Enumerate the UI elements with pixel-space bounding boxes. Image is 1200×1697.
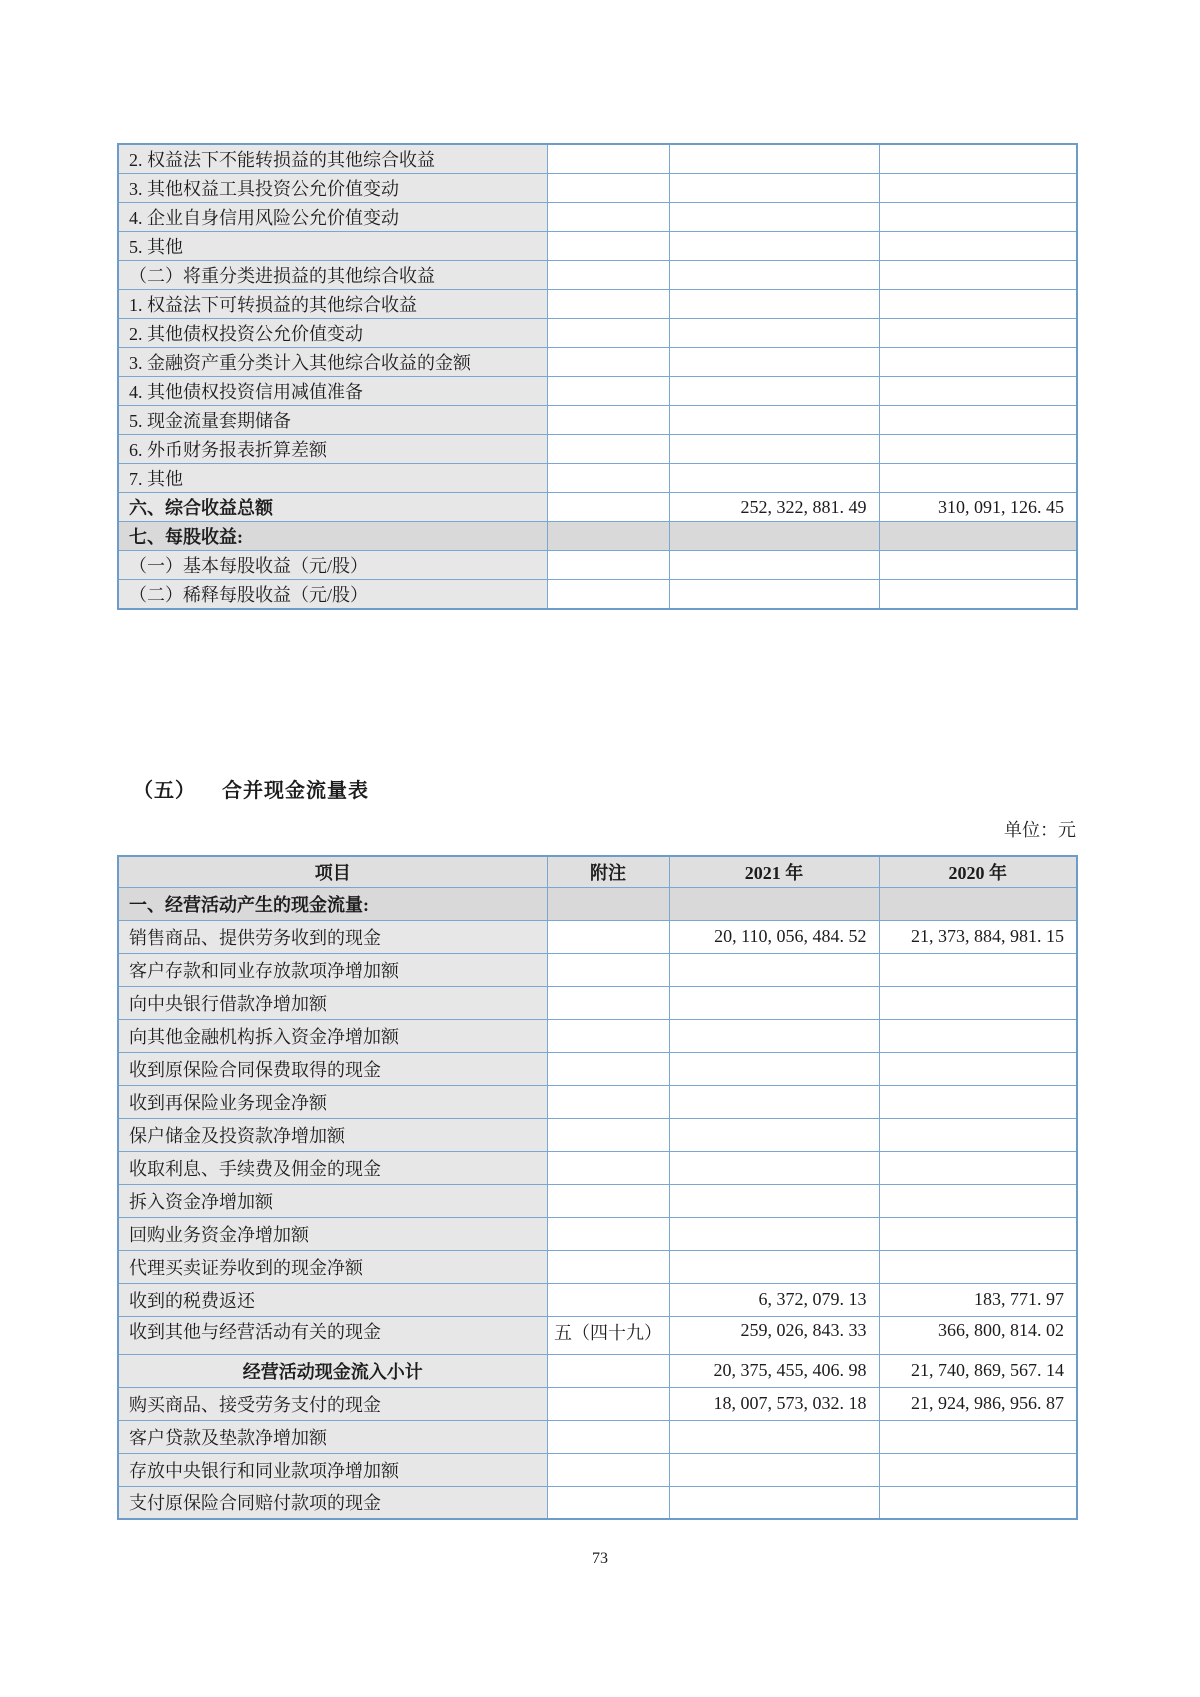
note-cell — [547, 551, 669, 580]
note-cell — [547, 144, 669, 174]
value-2021-cell — [669, 887, 879, 920]
table-row — [118, 406, 1077, 435]
value-2020-cell — [879, 1151, 1077, 1184]
item-cell: （一）基本每股收益（元/股） — [118, 551, 547, 580]
value-2020-cell — [879, 1217, 1077, 1250]
value-2021-cell — [669, 261, 879, 290]
note-cell — [547, 522, 669, 551]
page-number: 73 — [592, 1550, 608, 1567]
value-2020-cell — [879, 1420, 1077, 1453]
item-cell: 拆入资金净增加额 — [118, 1184, 547, 1217]
value-2021-cell — [669, 986, 879, 1019]
table-row — [118, 232, 1077, 261]
note-cell — [547, 348, 669, 377]
item-cell: 购买商品、接受劳务支付的现金 — [118, 1387, 547, 1420]
note-cell — [547, 1486, 669, 1519]
value-2020-cell — [879, 887, 1077, 920]
table-row — [118, 319, 1077, 348]
item-cell: 4. 企业自身信用风险公允价值变动 — [118, 203, 547, 232]
item-cell: 向其他金融机构拆入资金净增加额 — [118, 1019, 547, 1052]
table-row — [118, 986, 1077, 1019]
value-2021-cell: 6, 372, 079. 13 — [669, 1283, 879, 1316]
note-cell — [547, 493, 669, 522]
value-2021-cell — [669, 290, 879, 319]
table-row — [118, 290, 1077, 319]
value-2020-cell — [879, 1052, 1077, 1085]
item-cell: 6. 外币财务报表折算差额 — [118, 435, 547, 464]
value-2020-cell — [879, 174, 1077, 203]
value-2020-cell — [879, 1184, 1077, 1217]
note-cell — [547, 1217, 669, 1250]
value-2020-cell — [879, 232, 1077, 261]
value-2021-cell — [669, 435, 879, 464]
value-2021-cell — [669, 377, 879, 406]
note-cell — [547, 1250, 669, 1283]
item-cell: 收取利息、手续费及佣金的现金 — [118, 1151, 547, 1184]
value-2021-cell — [669, 232, 879, 261]
table-row — [118, 1387, 1077, 1420]
table-row — [118, 1019, 1077, 1052]
item-cell: 3. 金融资产重分类计入其他综合收益的金额 — [118, 348, 547, 377]
note-cell — [547, 920, 669, 953]
note-cell — [547, 1420, 669, 1453]
value-2021-cell: 259, 026, 843. 33 — [669, 1316, 879, 1354]
table-row — [118, 1486, 1077, 1519]
item-cell: 回购业务资金净增加额 — [118, 1217, 547, 1250]
table-row-other-operating-cash — [118, 1316, 1077, 1354]
note-cell — [547, 580, 669, 610]
table-row — [118, 464, 1077, 493]
item-cell: 2. 权益法下不能转损益的其他综合收益 — [118, 144, 547, 174]
value-2020-cell — [879, 290, 1077, 319]
value-2021-cell: 20, 375, 455, 406. 98 — [669, 1354, 879, 1387]
item-cell: 客户贷款及垫款净增加额 — [118, 1420, 547, 1453]
value-2020-cell: 21, 373, 884, 981. 15 — [879, 920, 1077, 953]
table-row — [118, 551, 1077, 580]
table-row — [118, 1283, 1077, 1316]
value-2021-cell: 252, 322, 881. 49 — [669, 493, 879, 522]
value-2020-cell — [879, 1250, 1077, 1283]
value-2020-cell — [879, 551, 1077, 580]
value-2021-cell: 20, 110, 056, 484. 52 — [669, 920, 879, 953]
item-cell: 支付原保险合同赔付款项的现金 — [118, 1486, 547, 1519]
note-cell — [547, 406, 669, 435]
table-row — [118, 1085, 1077, 1118]
note-cell — [547, 953, 669, 986]
item-cell: 4. 其他债权投资信用减值准备 — [118, 377, 547, 406]
table-row — [118, 1250, 1077, 1283]
value-2020-cell — [879, 953, 1077, 986]
item-cell: 七、每股收益: — [118, 522, 547, 551]
value-2020-cell — [879, 464, 1077, 493]
value-2020-cell — [879, 203, 1077, 232]
table-row — [118, 1118, 1077, 1151]
value-2020-cell — [879, 580, 1077, 610]
note-cell — [547, 1453, 669, 1486]
table-row — [118, 144, 1077, 174]
item-cell: 1. 权益法下可转损益的其他综合收益 — [118, 290, 547, 319]
value-2021-cell — [669, 174, 879, 203]
item-cell: 收到其他与经营活动有关的现金 — [118, 1316, 547, 1354]
value-2021-cell — [669, 464, 879, 493]
table-row-eps-section — [118, 522, 1077, 551]
value-2021-cell — [669, 348, 879, 377]
table-row — [118, 203, 1077, 232]
item-cell: 2. 其他债权投资公允价值变动 — [118, 319, 547, 348]
value-2021-cell — [669, 1486, 879, 1519]
note-cell — [547, 377, 669, 406]
item-cell: 收到的税费返还 — [118, 1283, 547, 1316]
value-2021-cell: 18, 007, 573, 032. 18 — [669, 1387, 879, 1420]
table-row — [118, 1052, 1077, 1085]
note-cell — [547, 1118, 669, 1151]
value-2021-cell — [669, 1250, 879, 1283]
value-2021-cell — [669, 580, 879, 610]
table-row — [118, 348, 1077, 377]
value-2020-cell: 366, 800, 814. 02 — [879, 1316, 1077, 1354]
section-title — [133, 774, 369, 803]
table-row — [118, 435, 1077, 464]
item-cell: 5. 其他 — [118, 232, 547, 261]
value-2020-cell — [879, 319, 1077, 348]
note-cell — [547, 1184, 669, 1217]
value-2021-cell — [669, 551, 879, 580]
value-2020-cell — [879, 1085, 1077, 1118]
item-cell: 代理买卖证券收到的现金净额 — [118, 1250, 547, 1283]
value-2021-cell — [669, 953, 879, 986]
table-row — [118, 1420, 1077, 1453]
note-cell — [547, 261, 669, 290]
note-cell — [547, 1085, 669, 1118]
value-2021-cell — [669, 1453, 879, 1486]
value-2021-cell — [669, 144, 879, 174]
table-row — [118, 261, 1077, 290]
item-cell: 六、综合收益总额 — [118, 493, 547, 522]
note-cell — [547, 1387, 669, 1420]
value-2021-cell — [669, 522, 879, 551]
table-header-row — [118, 856, 1077, 887]
table-row — [118, 1151, 1077, 1184]
value-2021-cell — [669, 1019, 879, 1052]
item-cell: 7. 其他 — [118, 464, 547, 493]
cashflow-table — [117, 855, 1078, 1520]
value-2020-cell — [879, 377, 1077, 406]
value-2020-cell — [879, 1118, 1077, 1151]
note-cell — [547, 203, 669, 232]
value-2020-cell — [879, 1019, 1077, 1052]
value-2020-cell: 21, 740, 869, 567. 14 — [879, 1354, 1077, 1387]
note-cell — [547, 174, 669, 203]
header-item: 项目 — [118, 856, 547, 887]
value-2020-cell — [879, 1486, 1077, 1519]
note-cell — [547, 1019, 669, 1052]
note-cell — [547, 290, 669, 319]
note-cell — [547, 319, 669, 348]
header-2020: 2020 年 — [879, 856, 1077, 887]
table-row — [118, 580, 1077, 610]
value-2021-cell — [669, 406, 879, 435]
header-note: 附注 — [547, 856, 669, 887]
table-row — [118, 174, 1077, 203]
value-2020-cell — [879, 261, 1077, 290]
note-cell — [547, 435, 669, 464]
note-cell — [547, 1151, 669, 1184]
value-2021-cell — [669, 1118, 879, 1151]
item-cell: 客户存款和同业存放款项净增加额 — [118, 953, 547, 986]
item-cell: 收到原保险合同保费取得的现金 — [118, 1052, 547, 1085]
table-row — [118, 377, 1077, 406]
item-cell: 销售商品、提供劳务收到的现金 — [118, 920, 547, 953]
value-2020-cell — [879, 435, 1077, 464]
note-cell — [547, 1354, 669, 1387]
value-2020-cell — [879, 144, 1077, 174]
table-row — [118, 1184, 1077, 1217]
value-2020-cell: 310, 091, 126. 45 — [879, 493, 1077, 522]
section-title-text: 合并现金流量表 — [222, 780, 369, 802]
header-2021: 2021 年 — [669, 856, 879, 887]
note-cell: 五（四十九） — [547, 1316, 669, 1354]
value-2021-cell — [669, 203, 879, 232]
value-2021-cell — [669, 1420, 879, 1453]
value-2020-cell — [879, 406, 1077, 435]
value-2020-cell — [879, 1453, 1077, 1486]
table-row — [118, 1217, 1077, 1250]
item-cell: 3. 其他权益工具投资公允价值变动 — [118, 174, 547, 203]
table-row — [118, 953, 1077, 986]
value-2020-cell: 183, 771. 97 — [879, 1283, 1077, 1316]
item-cell: 5. 现金流量套期储备 — [118, 406, 547, 435]
value-2021-cell — [669, 1184, 879, 1217]
table-row-operating-inflow-subtotal — [118, 1354, 1077, 1387]
value-2020-cell — [879, 522, 1077, 551]
table-row — [118, 920, 1077, 953]
value-2021-cell — [669, 1217, 879, 1250]
item-cell: 向中央银行借款净增加额 — [118, 986, 547, 1019]
value-2020-cell — [879, 348, 1077, 377]
item-cell: 存放中央银行和同业款项净增加额 — [118, 1453, 547, 1486]
item-cell: 一、经营活动产生的现金流量: — [118, 887, 547, 920]
note-cell — [547, 464, 669, 493]
value-2021-cell — [669, 1052, 879, 1085]
item-cell: 经营活动现金流入小计 — [118, 1354, 547, 1387]
item-cell: （二）将重分类进损益的其他综合收益 — [118, 261, 547, 290]
note-cell — [547, 1283, 669, 1316]
note-cell — [547, 1052, 669, 1085]
item-cell: 保户储金及投资款净增加额 — [118, 1118, 547, 1151]
value-2020-cell: 21, 924, 986, 956. 87 — [879, 1387, 1077, 1420]
value-2020-cell — [879, 986, 1077, 1019]
table-row — [118, 1453, 1077, 1486]
value-2021-cell — [669, 1151, 879, 1184]
table-row-total-comprehensive-income — [118, 493, 1077, 522]
section-number: （五） — [133, 780, 196, 802]
item-cell: 收到再保险业务现金净额 — [118, 1085, 547, 1118]
value-2021-cell — [669, 1085, 879, 1118]
comprehensive-income-table — [117, 143, 1078, 610]
table-row-operating-section — [118, 887, 1077, 920]
item-cell: （二）稀释每股收益（元/股） — [118, 580, 547, 610]
unit-label: 单位：元 — [1004, 820, 1076, 840]
note-cell — [547, 986, 669, 1019]
note-cell — [547, 887, 669, 920]
note-cell — [547, 232, 669, 261]
value-2021-cell — [669, 319, 879, 348]
